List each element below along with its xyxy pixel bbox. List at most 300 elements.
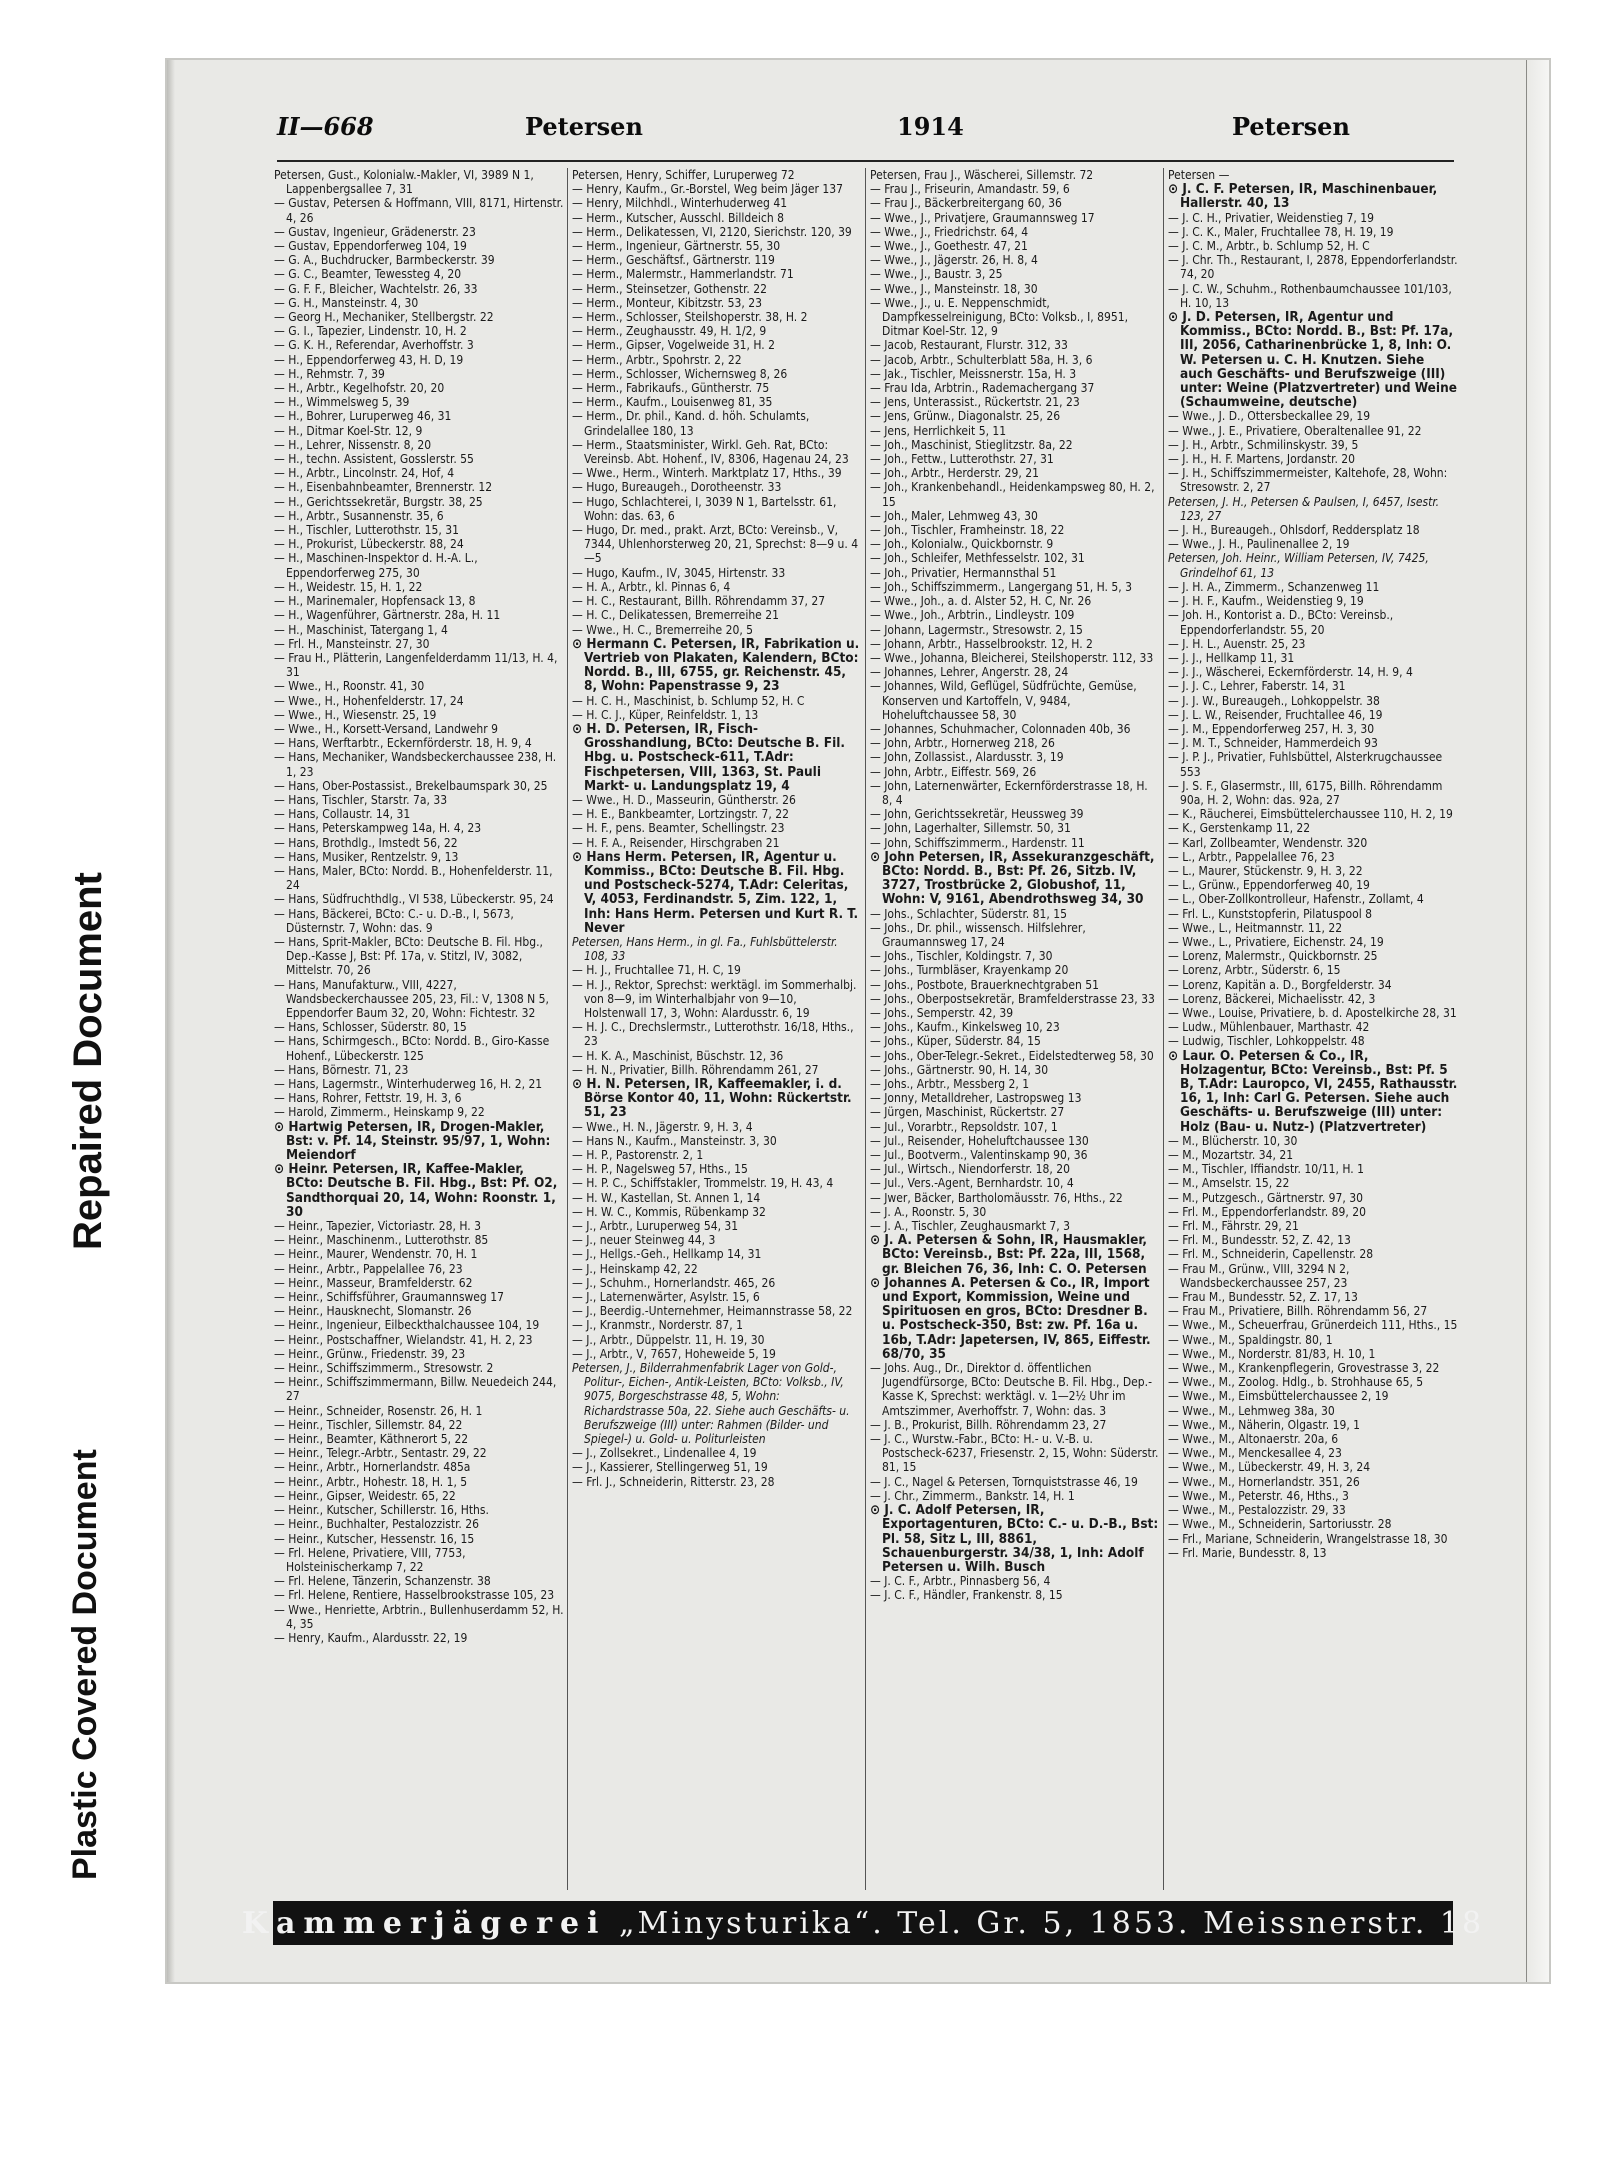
directory-entry: — Jwer, Bäcker, Bartholomäusstr. 76, Hths., 22	[870, 1190, 1123, 1205]
directory-entry: — Hans, Werftarbtr., Eckernförderstr. 18, H. 9, 4	[274, 736, 532, 751]
directory-entry: — Frl., Mariane, Schneiderin, Wrangelstrasse 18, 30	[1168, 1531, 1448, 1546]
directory-entry: — H., Lehrer, Nissenstr. 8, 20	[274, 437, 432, 452]
directory-entry: — Hans, Ober-Postassist., Brekelbaumspark 30, 25	[274, 778, 548, 793]
directory-entry: ⊙ H. N. Petersen, IR, Kaffeemakler, i. d. Börse Kontor 40, 11, Wohn: Rückertstr. 51, 23	[572, 1076, 852, 1121]
directory-entry: — H., Ditmar Koel-Str. 12, 9	[274, 423, 423, 438]
directory-entry: — Heinr., Arbtr., Hornerlandstr. 485a	[274, 1460, 471, 1475]
directory-entry: — Herm., Zeughausstr. 49, H. 1/2, 9	[572, 324, 767, 339]
directory-entry: — J. C. F., Händler, Frankenstr. 8, 15	[870, 1588, 1063, 1603]
directory-entry: — H. F. A., Reisender, Hirschgraben 21	[572, 835, 780, 850]
directory-entry: ⊙ J. D. Petersen, IR, Agentur und Kommiss., BCto: Nordd. B., Bst: Pf. 17a, III, 2056, Catharinenbrücke 1, 8, Inh: O. W. Petersen u. C. H. Knutzen. Siehe auch Geschäfts- und Berufszweige (III) unter: Weine (Platzvertreter) und Weine (Schaumweine, deutsche)	[1168, 309, 1457, 411]
directory-entry: — J., Zollsekret., Lindenallee 4, 19	[572, 1446, 757, 1461]
directory-entry: — H., Marinemaler, Hopfensack 13, 8	[274, 594, 476, 609]
directory-entry: — Herm., Geschäftsf., Gärtnerstr. 119	[572, 253, 775, 268]
directory-entry: — Frl. Marie, Bundesstr. 8, 13	[1168, 1545, 1327, 1560]
directory-entry: — Wwe., Johanna, Bleicherei, Steilshoperstr. 112, 33	[870, 650, 1154, 665]
directory-entry: — Joh., Kolonialw., Quickbornstr. 9	[870, 537, 1054, 552]
directory-entry: ⊙ J. C. Adolf Petersen, IR, Exportagenturen, BCto: C.- u. D.-B., Bst: Pl. 58, Sitz L, III, 8861, Schauenburgerstr. 34/38, 1, Inh: Adolf Petersen u. Wilh. Busch	[870, 1502, 1159, 1575]
directory-entry: — Wwe., M., Scheuerfrau, Grünerdeich 111, Hths., 15	[1168, 1318, 1458, 1333]
directory-entry: — J. C. F., Arbtr., Pinnasberg 56, 4	[870, 1574, 1051, 1589]
directory-entry: — Heinr., Telegr.-Arbtr., Sentastr. 29, 22	[274, 1446, 487, 1461]
directory-entry: — J., Laternenwärter, Asylstr. 15, 6	[572, 1290, 760, 1305]
directory-entry: — J. Chr., Zimmerm., Bankstr. 14, H. 1	[870, 1488, 1075, 1503]
directory-entry: — Frl. Helene, Tänzerin, Schanzenstr. 38	[274, 1574, 491, 1589]
directory-entry: — Hans N., Kaufm., Mansteinstr. 3, 30	[572, 1133, 777, 1148]
directory-entry: — Wwe., Joh., Arbtrin., Lindleystr. 109	[870, 608, 1075, 623]
directory-entry: — Gustav, Ingenieur, Grädenerstr. 23	[274, 224, 476, 239]
directory-entry: — Heinr., Beamter, Käthnerort 5, 22	[274, 1432, 469, 1447]
directory-entry: — Wwe., H. C., Bremerreihe 20, 5	[572, 622, 754, 637]
directory-entry: — J., Kranmstr., Norderstr. 87, 1	[572, 1318, 743, 1333]
directory-entry: — H., Arbtr., Susannenstr. 35, 6	[274, 508, 444, 523]
directory-entry: — Wwe., Louise, Privatiere, b. d. Apostelkirche 28, 31	[1168, 1005, 1457, 1020]
directory-entry: — Frau J., Bäckerbreitergang 60, 36	[870, 196, 1062, 211]
directory-entry: — Johannes, Lehrer, Angerstr. 28, 24	[870, 665, 1069, 680]
directory-entry: — Johs., Semperstr. 42, 39	[870, 1005, 1014, 1020]
directory-entry: — Johs., Postbote, Brauerknechtgraben 51	[870, 977, 1100, 992]
directory-entry: Petersen, Gust., Kolonialw.-Makler, VI, 3989 N 1, Lappenbergsallee 7, 31	[274, 168, 534, 197]
directory-entry: — Frau H., Plätterin, Langenfelderdamm 11/13, H. 4, 31	[274, 650, 558, 680]
directory-entry: — Hugo, Bureaugeh., Dorotheenstr. 33	[572, 480, 782, 495]
directory-entry: — Herm., Malermstr., Hammerlandstr. 71	[572, 267, 794, 282]
directory-entry: — J. H., Schiffszimmermeister, Kaltehofe, 28, Wohn: Stresowstr. 2, 27	[1168, 466, 1448, 495]
directory-entry: — Joh., Tischler, Framheinstr. 18, 22	[870, 523, 1065, 538]
directory-entry: — Jul., Bootverm., Valentinskamp 90, 36	[870, 1148, 1088, 1163]
directory-entry: — Heinr., Schiffszimmerm., Stresowstr. 2	[274, 1361, 494, 1376]
directory-entry: Petersen —	[1168, 168, 1230, 182]
directory-entry: — Joh., Privatier, Hermannsthal 51	[870, 565, 1057, 580]
directory-entry: — J. C. M., Arbtr., b. Schlump 52, H. C	[1168, 239, 1370, 254]
directory-entry: — Georg H., Mechaniker, Stellbergstr. 22	[274, 310, 494, 325]
directory-entry: — H., Wimmelsweg 5, 39	[274, 395, 410, 410]
directory-entry: — Johann, Lagermstr., Stresowstr. 2, 15	[870, 622, 1083, 637]
directory-entry: — Jürgen, Maschinist, Rückertstr. 27	[870, 1105, 1065, 1120]
directory-entry: — Herm., Ingenieur, Gärtnerstr. 55, 30	[572, 239, 781, 254]
directory-entry: — Heinr., Arbtr., Hohestr. 18, H. 1, 5	[274, 1474, 468, 1489]
directory-entry: — Wwe., J. H., Paulinenallee 2, 19	[1168, 537, 1350, 552]
directory-entry: — H. F., pens. Beamter, Schellingstr. 23	[572, 821, 785, 836]
directory-entry: — H. K. A., Maschinist, Büschstr. 12, 36	[572, 1048, 784, 1063]
directory-entry: — Herm., Kaufm., Louisenweg 81, 35	[572, 395, 773, 410]
directory-entry: — Heinr., Schiffszimmermann, Billw. Neuedeich 244, 27	[274, 1375, 557, 1404]
directory-entry: — H. C. H., Maschinist, b. Schlump 52, H. C	[572, 693, 805, 708]
directory-entry: ⊙ Johannes A. Petersen & Co., IR, Import und Export, Kommission, Weine und Spirituosen en gros, BCto: Dresdner B. u. Postscheck-350, Bst: zw. Pf. 16a u. 16b, T.Adr: Japetersen, IV, 865, Eiffestr. 68/70, 35	[870, 1274, 1151, 1362]
directory-entry: — H. J. C., Drechslermstr., Lutterothstr. 16/18, Hths., 23	[572, 1020, 854, 1049]
directory-entry: — Herm., Delikatessen, VI, 2120, Sierichstr. 120, 39	[572, 224, 852, 239]
directory-entry: — Wwe., H., Roonstr. 41, 30	[274, 679, 425, 694]
directory-entry: — H. A., Arbtr., kl. Pinnas 6, 4	[572, 579, 731, 594]
directory-entry: — Johs., Schlachter, Süderstr. 81, 15	[870, 906, 1067, 921]
directory-entry: — J. H. L., Auenstr. 25, 23	[1168, 636, 1306, 651]
directory-entry: — J. J. W., Bureaugeh., Lohkoppelstr. 38	[1168, 693, 1380, 708]
directory-entry: — Wwe., M., Lehmweg 38a, 30	[1168, 1403, 1335, 1418]
directory-column-3	[870, 168, 1160, 1890]
directory-entry: — Wwe., J., Baustr. 3, 25	[870, 267, 1003, 282]
header-rule	[277, 160, 1454, 162]
directory-entry: Petersen, J. H., Petersen & Paulsen, I, 6457, Isestr. 123, 27	[1168, 494, 1440, 523]
directory-entry: — Heinr., Grünw., Friedenstr. 39, 23	[274, 1346, 466, 1361]
directory-entry: Petersen, Frau J., Wäscherei, Sillemstr. 72	[870, 168, 1094, 182]
directory-entry: — J., neuer Steinweg 44, 3	[572, 1233, 716, 1248]
directory-entry: — J. H. F., Kaufm., Weidenstieg 9, 19	[1168, 594, 1364, 609]
directory-entry: — Herm., Schlosser, Steilshoperstr. 38, H. 2	[572, 310, 808, 325]
directory-entry: — Wwe., H., Wiesenstr. 25, 19	[274, 707, 437, 722]
directory-entry: — Wwe., H. D., Masseurin, Güntherstr. 26	[572, 792, 796, 807]
column-divider	[865, 168, 866, 1890]
directory-entry: — Jul., Reisender, Hoheluftchaussee 130	[870, 1133, 1089, 1148]
directory-entry: — Wwe., M., Zoolog. Hdlg., b. Strohhause 65, 5	[1168, 1375, 1424, 1390]
directory-entry: — H., Maschinen-Inspektor d. H.-A. L., Eppendorferweg 275, 30	[274, 551, 478, 580]
directory-entry: — J. C. H., Privatier, Weidenstieg 7, 19	[1168, 210, 1374, 225]
directory-entry: — Wwe., M., Eimsbüttelerchaussee 2, 19	[1168, 1389, 1389, 1404]
directory-entry: — Herm., Schlosser, Wichernsweg 8, 26	[572, 366, 788, 381]
directory-entry: — G. C., Beamter, Tewessteg 4, 20	[274, 267, 462, 282]
directory-entry: — Joh., Schleifer, Methfesselstr. 102, 31	[870, 551, 1085, 566]
directory-entry: — H., Arbtr., Kegelhofstr. 20, 20	[274, 381, 445, 396]
directory-entry: — Gustav, Eppendorferweg 104, 19	[274, 239, 467, 254]
directory-entry: — Jacob, Arbtr., Schulterblatt 58a, H. 3, 6	[870, 352, 1093, 367]
directory-entry: — G. A., Buchdrucker, Barmbeckerstr. 39	[274, 253, 495, 268]
directory-entry: — H. P., Pastorenstr. 2, 1	[572, 1148, 704, 1163]
directory-entry: — Johs. Aug., Dr., Direktor d. öffentlichen Jugendfürsorge, BCto: Deutsche B. Fil. Hbg., Dep.-Kasse K, Sprechst: werktägl. v. 1—2½ Uhr im Amtszimmer, Averhoffstr. 7, Wohn: das. 3	[870, 1361, 1152, 1418]
directory-entry: — Wwe., J., Goethestr. 47, 21	[870, 239, 1028, 254]
directory-entry: — Wwe., M., Peterstr. 46, Hths., 3	[1168, 1488, 1349, 1503]
directory-entry: — Hans, Lagermstr., Winterhuderweg 16, H. 2, 21	[274, 1077, 543, 1091]
directory-entry: — Jak., Tischler, Meissnerstr. 15a, H. 3	[870, 366, 1077, 381]
directory-entry: — Henry, Kaufm., Alardusstr. 22, 19	[274, 1630, 468, 1645]
directory-entry: — Heinr., Maschinenm., Lutterothstr. 85	[274, 1233, 489, 1248]
directory-entry: — L., Ober-Zollkontrolleur, Hafenstr., Zollamt, 4	[1168, 892, 1424, 907]
directory-entry: — Heinr., Gipser, Weidestr. 65, 22	[274, 1488, 456, 1503]
directory-entry: — Hans, Börnestr. 71, 23	[274, 1062, 409, 1077]
directory-entry: ⊙ J. C. F. Petersen, IR, Maschinenbauer, Hallerstr. 40, 13	[1168, 181, 1438, 212]
page-header	[277, 112, 1469, 152]
directory-entry: — Joh., Fettw., Lutterothstr. 27, 31	[870, 452, 1054, 467]
directory-entry: — J., Schuhm., Hornerlandstr. 465, 26	[572, 1275, 776, 1290]
directory-entry: — Joh., Maschinist, Stieglitzstr. 8a, 22	[870, 437, 1073, 452]
directory-entry: — J. L. W., Reisender, Fruchtallee 46, 19	[1168, 707, 1383, 722]
directory-entry: — Wwe., J., Friedrichstr. 64, 4	[870, 224, 1029, 239]
directory-entry: — G. K. H., Referendar, Averhoffstr. 3	[274, 338, 474, 353]
directory-entry: — K., Gerstenkamp 11, 22	[1168, 821, 1311, 836]
directory-entry: — Wwe., M., Hornerlandstr. 351, 26	[1168, 1474, 1360, 1489]
plastic-covered-label: Plastic Covered Document	[66, 1449, 104, 1880]
directory-entry: — Frl. H., Mansteinstr. 27, 30	[274, 636, 430, 651]
directory-entry: ⊙ H. D. Petersen, IR, Fisch-Grosshandlung, BCto: Deutsche B. Fil. Hbg. u. Postscheck-611, T.Adr: Fischpetersen, VIII, 1363, St. Pauli Markt- u. Landungsplatz 19, 4	[572, 720, 845, 794]
directory-entry: — L., Maurer, Stückenstr. 9, H. 3, 22	[1168, 863, 1363, 878]
directory-entry: — Hans, Tischler, Starstr. 7a, 33	[274, 792, 448, 807]
directory-column-2	[572, 168, 862, 1890]
directory-entry: — Hugo, Kaufm., IV, 3045, Hirtenstr. 33	[572, 565, 786, 580]
directory-entry: — H. P., Nagelsweg 57, Hths., 15	[572, 1162, 748, 1177]
directory-entry: — John, Gerichtssekretär, Heussweg 39	[870, 807, 1084, 822]
directory-entry: — Wwe., J. D., Ottersbeckallee 29, 19	[1168, 409, 1371, 424]
directory-entry: — John, Laternenwärter, Eckernförderstrasse 18, H. 8, 4	[870, 778, 1148, 807]
directory-entry: — J., Arbtr., Luruperweg 54, 31	[572, 1219, 739, 1234]
directory-entry: — H., techn. Assistent, Gosslerstr. 55	[274, 452, 474, 467]
directory-entry: — Heinr., Ingenieur, Eilbeckthalchaussee 104, 19	[274, 1318, 540, 1333]
directory-entry: — Joh. H., Kontorist a. D., BCto: Vereinsb., Eppendorferlandstr. 55, 20	[1168, 608, 1394, 637]
directory-entry: — H., Maschinist, Tatergang 1, 4	[274, 622, 448, 637]
directory-column-4	[1168, 168, 1458, 1890]
directory-entry: — M., Blücherstr. 10, 30	[1168, 1133, 1298, 1148]
directory-entry: — J. A., Tischler, Zeughausmarkt 7, 3	[870, 1219, 1071, 1234]
directory-entry: — John, Arbtr., Hornerweg 218, 26	[870, 736, 1055, 751]
directory-entry: — Heinr., Postschaffner, Wielandstr. 41, H. 2, 23	[274, 1332, 533, 1347]
directory-entry: — H. E., Bankbeamter, Lortzingstr. 7, 22	[572, 807, 789, 822]
directory-entry: — L., Arbtr., Pappelallee 76, 23	[1168, 849, 1335, 864]
directory-entry: — Wwe., L., Privatiere, Eichenstr. 24, 19	[1168, 934, 1384, 949]
directory-entry: — Frau M., Privatiere, Billh. Röhrendamm 56, 27	[1168, 1304, 1428, 1319]
directory-entry: Petersen, J., Bilderrahmenfabrik Lager von Gold-, Politur-, Eichen-, Antik-Leisten, BCto: Volksb., IV, 9075, Borgeschstrasse 48, 5, Wohn: Richardstrasse 50a, 22. Siehe auch Geschäfts- u. Berufszweige (III) unter: Rahmen (Bilder- und Spiegel-) u. Gold- u. Politurleisten	[572, 1361, 850, 1447]
directory-entry: — Jens, Grünw., Diagonalstr. 25, 26	[870, 409, 1061, 424]
directory-entry: — Lorenz, Bäckerei, Michaelisstr. 42, 3	[1168, 991, 1376, 1006]
directory-entry: — J., Arbtr., V, 7657, Hoheweide 5, 19	[572, 1346, 776, 1361]
directory-entry: — H. N., Privatier, Billh. Röhrendamm 261, 27	[572, 1062, 819, 1077]
directory-entry: — Heinr., Schiffsführer, Graumannsweg 17	[274, 1290, 504, 1305]
directory-entry: — Heinr., Tischler, Sillemstr. 84, 22	[274, 1417, 463, 1432]
directory-entry: — H. C., Delikatessen, Bremerreihe 21	[572, 608, 779, 623]
directory-entry: — Hans, Rohrer, Fettstr. 19, H. 3, 6	[274, 1091, 462, 1106]
directory-entry: ⊙ Hartwig Petersen, IR, Drogen-Makler, Bst: v. Pf. 14, Steinstr. 95/97, 1, Wohn: Meiendorf	[274, 1118, 551, 1164]
directory-entry: — H. W. C., Kommis, Rübenkamp 32	[572, 1204, 766, 1219]
directory-entry: — Frl. M., Schneiderin, Capellenstr. 28	[1168, 1247, 1374, 1262]
directory-entry: — Wwe., M., Norderstr. 81/83, H. 10, 1	[1168, 1346, 1376, 1361]
directory-entry: ⊙ Hans Herm. Petersen, IR, Agentur u. Kommiss., BCto: Deutsche B. Fil. Hbg. und Postscheck-5274, T.Adr: Celeritas, V, 4053, Ferdinandstr. 5, Zim. 122, 1, Inh: Hans Herm. Petersen und Kurt R. T. Never	[572, 848, 859, 936]
header-year: 1914	[897, 112, 964, 141]
directory-entry: — Wwe., J., u. E. Neppenschmidt, Dampfkesselreinigung, BCto: Volksb., I, 8951, Ditmar Koel-Str. 12, 9	[870, 295, 1129, 339]
directory-entry: — Johs., Oberpostsekretär, Bramfelderstrasse 23, 33	[870, 991, 1155, 1006]
directory-entry: — Jacob, Restaurant, Flurstr. 312, 33	[870, 338, 1068, 353]
directory-entry: — M., Mozartstr. 34, 21	[1168, 1148, 1294, 1163]
directory-entry: — Hugo, Dr. med., prakt. Arzt, BCto: Vereinsb., V, 7344, Uhlenhorsterweg 20, 21, Sprechst: 8—9 u. 4—5	[572, 523, 859, 566]
directory-entry: — G. H., Mansteinstr. 4, 30	[274, 295, 419, 310]
directory-entry: — Wwe., J., Privatjere, Graumannsweg 17	[870, 210, 1095, 225]
column-divider	[567, 168, 568, 1890]
directory-entry: — J. J. C., Lehrer, Faberstr. 14, 31	[1168, 679, 1346, 694]
directory-entry: — Wwe., M., Lübeckerstr. 49, H. 3, 24	[1168, 1460, 1371, 1475]
directory-entry: — H. J., Fruchtallee 71, H. C, 19	[572, 963, 741, 978]
directory-entry: — Lorenz, Kapitän a. D., Borgfelderstr. 34	[1168, 977, 1392, 992]
directory-entry: — H. C., Restaurant, Billh. Röhrendamm 37, 27	[572, 594, 826, 609]
directory-entry: — Joh., Arbtr., Herderstr. 29, 21	[870, 466, 1039, 481]
directory-columns	[274, 168, 1458, 1890]
directory-entry: — Frl. M., Fährstr. 29, 21	[1168, 1219, 1299, 1234]
directory-entry: — J. C. W., Schuhm., Rothenbaumchaussee 101/103, H. 10, 13	[1168, 281, 1452, 310]
directory-entry: — Jonny, Metalldreher, Lastropsweg 13	[870, 1091, 1082, 1106]
directory-entry: — M., Putzgesch., Gärtnerstr. 97, 30	[1168, 1190, 1363, 1205]
directory-entry: — J. C., Wurstw.-Fabr., BCto: H.- u. V.-B. u. Postscheck-6237, Friesenstr. 2, 15, Wohn: Süderstr. 81, 15	[870, 1432, 1159, 1475]
directory-entry: — Wwe., J. E., Privatiere, Oberaltenallee 91, 22	[1168, 423, 1422, 438]
directory-entry: — John, Lagerhalter, Sillemstr. 50, 31	[870, 821, 1071, 836]
directory-entry: — Wwe., M., Pestalozzistr. 29, 33	[1168, 1503, 1346, 1518]
directory-entry: — Heinr., Kutscher, Hessenstr. 16, 15	[274, 1531, 475, 1546]
directory-entry: — Johannes, Schuhmacher, Colonnaden 40b, 36	[870, 721, 1131, 736]
directory-entry: — Wwe., H., Hohenfelderstr. 17, 24	[274, 693, 464, 708]
directory-entry: — Hans, Manufakturw., VIII, 4227, Wandsbeckerchaussee 205, 23, Fil.: V, 1308 N 5, Eppendorfer Baum 32, 20, Wohn: Fichtestr. 32	[274, 977, 549, 1020]
directory-entry: — H., Arbtr., Lincolnstr. 24, Hof, 4	[274, 466, 455, 481]
directory-entry: ⊙ J. A. Petersen & Sohn, IR, Hausmakler, BCto: Vereinsb., Bst: Pf. 22a, III, 1568, gr. Bleichen 76, 36, Inh: C. O. Petersen	[870, 1232, 1147, 1277]
directory-entry: ⊙ Laur. O. Petersen & Co., IR, Holzagentur, BCto: Vereinsb., Bst: Pf. 5 B, T.Adr: Lauropco, VI, 2455, Rathausstr. 16, 1, Inh: Carl G. Petersen. Siehe auch Geschäfts- u. Berufszweige (III) unter: Holz (Bau- u. Nutz-) (Platzvertreter)	[1168, 1047, 1458, 1135]
directory-entry: — J., Arbtr., Düppelstr. 11, H. 19, 30	[572, 1332, 765, 1347]
directory-entry: — J. Chr. Th., Restaurant, I, 2878, Eppendorferlandstr. 74, 20	[1168, 253, 1458, 282]
directory-entry: Petersen, Joh. Heinr., William Petersen, IV, 7425, Grindelhof 61, 13	[1168, 551, 1429, 580]
directory-entry: ⊙ Heinr. Petersen, IR, Kaffee-Makler, BCto: Deutsche B. Fil. Hbg., Bst: Pf. O2, Sandthorquai 20, 14, Wohn: Roonstr. 1, 30	[274, 1161, 558, 1220]
directory-entry: — Wwe., H. N., Jägerstr. 9, H. 3, 4	[572, 1119, 753, 1134]
directory-entry: — H., Eppendorferweg 43, H. D, 19	[274, 352, 464, 367]
directory-entry: — Johs., Tischler, Koldingstr. 7, 30	[870, 949, 1053, 964]
directory-entry: — J. P. J., Privatier, Fuhlsbüttel, Alsterkrugchaussee 553	[1168, 750, 1443, 779]
directory-entry: — Jul., Vers.-Agent, Bernhardstr. 10, 4	[870, 1176, 1074, 1191]
directory-entry: — L., Grünw., Eppendorferweg 40, 19	[1168, 878, 1370, 893]
directory-entry: — J., Hellgs.-Geh., Hellkamp 14, 31	[572, 1247, 762, 1262]
directory-entry: — J. C., Nagel & Petersen, Tornquiststrasse 46, 19	[870, 1474, 1138, 1489]
ad-company-name: Kammerjägerei	[241, 1905, 607, 1941]
directory-entry: — Frl. L., Kunststopferin, Pilatuspool 8	[1168, 906, 1372, 921]
directory-entry: — Wwe., H., Korsett-Versand, Landwehr 9	[274, 721, 498, 736]
directory-entry: — Wwe., Herm., Winterh. Marktplatz 17, Hths., 39	[572, 466, 842, 481]
directory-entry: — H., Bohrer, Luruperweg 46, 31	[274, 409, 452, 424]
directory-entry: — H., Gerichtssekretär, Burgstr. 38, 25	[274, 494, 483, 509]
directory-entry: — Wwe., J., Mansteinstr. 18, 30	[870, 281, 1038, 296]
directory-entry: — Frl. M., Bundesstr. 52, Z. 42, 13	[1168, 1233, 1351, 1248]
directory-entry: — Heinr., Maurer, Wendenstr. 70, H. 1	[274, 1247, 478, 1262]
directory-entry: — Hans, Sprit-Makler, BCto: Deutsche B. Fil. Hbg., Dep.-Kasse J, Bst: Pf. 17a, v. Stitzl, IV, 3082, Mittelstr. 70, 26	[274, 934, 543, 978]
directory-entry: — J., Heinskamp 42, 22	[572, 1261, 698, 1276]
directory-entry: — Joh., Krankenbehandl., Heidenkampsweg 80, H. 2, 15	[870, 480, 1155, 509]
directory-entry: — Herm., Dr. phil., Kand. d. höh. Schulamts, Grindelallee 180, 13	[572, 409, 810, 438]
directory-entry: — Wwe., Henriette, Arbtrin., Bullenhuserdamm 52, H. 4, 35	[274, 1602, 564, 1631]
directory-entry: — John, Arbtr., Eiffestr. 569, 26	[870, 764, 1037, 779]
ad-details: „Minysturika“. Tel. Gr. 5, 1853. Meissnerstr. 18	[619, 1905, 1485, 1941]
directory-entry: — J. C. K., Maler, Fruchtallee 78, H. 19, 19	[1168, 224, 1394, 239]
header-left-name: Petersen	[525, 112, 643, 141]
directory-entry: — J. M. T., Schneider, Hammerdeich 93	[1168, 736, 1378, 751]
directory-entry: — Johs., Dr. phil., wissensch. Hilfslehrer, Graumannsweg 17, 24	[870, 920, 1086, 949]
header-right-name: Petersen	[1232, 112, 1350, 141]
directory-entry: — J., Kassierer, Stellingerweg 51, 19	[572, 1460, 768, 1475]
directory-entry: — Frau M., Bundesstr. 52, Z. 17, 13	[1168, 1290, 1358, 1305]
directory-entry: — Herm., Steinsetzer, Gothenstr. 22	[572, 281, 768, 296]
directory-entry: — Hugo, Schlachterei, I, 3039 N 1, Bartelsstr. 61, Wohn: das. 63, 6	[572, 494, 837, 523]
directory-entry: — Joh., Schiffszimmerm., Langergang 51, H. 5, 3	[870, 579, 1132, 594]
directory-entry: — Heinr., Schneider, Rosenstr. 26, H. 1	[274, 1403, 483, 1418]
directory-entry: — Wwe., M., Spaldingstr. 80, 1	[1168, 1332, 1333, 1347]
directory-entry: — Wwe., J., Jägerstr. 26, H. 8, 4	[870, 253, 1038, 268]
directory-column-1	[274, 168, 564, 1890]
directory-entry: — Henry, Milchhdl., Winterhuderweg 41	[572, 196, 788, 211]
directory-entry: — Frl. Helene, Privatiere, VIII, 7753, Holsteinischerkamp 7, 22	[274, 1545, 466, 1574]
directory-entry: — Herm., Kutscher, Ausschl. Billdeich 8	[572, 210, 785, 225]
directory-entry: — J. H., Bureaugeh., Ohlsdorf, Reddersplatz 18	[1168, 523, 1420, 538]
directory-entry: — K., Räucherei, Eimsbüttelerchaussee 110, H. 2, 19	[1168, 807, 1453, 822]
directory-entry: — J. H., Arbtr., Schmilinskystr. 39, 5	[1168, 437, 1359, 452]
directory-entry: — Joh., Maler, Lehmweg 43, 30	[870, 508, 1038, 523]
directory-entry: — Wwe., M., Schneiderin, Sartoriusstr. 28	[1168, 1517, 1392, 1532]
directory-entry: — Wwe., M., Altonaerstr. 20a, 6	[1168, 1432, 1339, 1447]
directory-entry: — Hans, Maler, BCto: Nordd. B., Hohenfelderstr. 11, 24	[274, 863, 553, 893]
directory-entry: — Herm., Monteur, Kibitzstr. 53, 23	[572, 295, 762, 310]
directory-entry: Petersen, Henry, Schiffer, Luruperweg 72	[572, 168, 795, 182]
directory-entry: — Johannes, Wild, Geflügel, Südfrüchte, Gemüse, Konserven und Kartoffeln, V, 9484, Hoheluftchaussee 58, 30	[870, 679, 1137, 722]
directory-entry: — H., Prokurist, Lübeckerstr. 88, 24	[274, 537, 464, 552]
directory-entry: — H., Weidestr. 15, H. 1, 22	[274, 579, 423, 594]
directory-entry: — John, Zollassist., Alardusstr. 3, 19	[870, 750, 1064, 765]
directory-entry: — Ludwig, Tischler, Lohkoppelstr. 48	[1168, 1034, 1365, 1049]
directory-entry: ⊙ John Petersen, IR, Assekuranzgeschäft, BCto: Nordd. B., Bst: Pf. 26, Sitzb. IV, 3727, Trostbrücke 2, Globushof, 11, Wohn: V, 9161, Abendrothsweg 34, 30	[870, 848, 1155, 908]
directory-entry: — J. M., Eppendorferweg 257, H. 3, 30	[1168, 721, 1375, 736]
directory-entry: — Hans, Musiker, Rentzelstr. 9, 13	[274, 849, 459, 864]
directory-entry: — Jens, Unterassist., Rückertstr. 21, 23	[870, 395, 1080, 410]
directory-entry: — H., Tischler, Lutterothstr. 15, 31	[274, 523, 459, 538]
directory-entry: — Hans, Brothdlg., Imstedt 56, 22	[274, 835, 458, 850]
directory-entry: — Herm., Staatsminister, Wirkl. Geh. Rat, BCto: Vereinsb. Abt. Hohenf., IV, 8306, Hagenau 24, 23	[572, 437, 849, 467]
advertisement-banner	[241, 1901, 1485, 1945]
directory-entry: — Wwe., L., Heitmannstr. 11, 22	[1168, 920, 1343, 935]
directory-entry: — Wwe., M., Krankenpflegerin, Grovestrasse 3, 22	[1168, 1361, 1440, 1376]
directory-entry: — J. J., Hellkamp 11, 31	[1168, 650, 1295, 665]
directory-entry: — Frau J., Friseurin, Amandastr. 59, 6	[870, 182, 1070, 197]
directory-entry: — G. I., Tapezier, Lindenstr. 10, H. 2	[274, 324, 467, 339]
directory-entry: — Hans, Schirmgesch., BCto: Nordd. B., Giro-Kasse Hohenf., Lübeckerstr. 125	[274, 1034, 550, 1063]
directory-entry: — H. J., Rektor, Sprechst: werktägl. im Sommerhalbj. von 8—9, im Winterhalbjahr von 9—10, Holstenwall 17, 3, Wohn: Alardusstr. 6, 19	[572, 977, 857, 1020]
directory-entry: ⊙ Hermann C. Petersen, IR, Fabrikation u. Vertrieb von Plakaten, Kalendern, BCto: Nordd. B., III, 6755, gr. Reichenstr. 45, 8, Wohn: Papenstrasse 9, 23	[572, 635, 860, 695]
directory-entry: — Herm., Arbtr., Spohrstr. 2, 22	[572, 352, 742, 367]
directory-entry: — Heinr., Hausknecht, Slomanstr. 26	[274, 1304, 472, 1319]
directory-entry: — H., Eisenbahnbeamter, Brennerstr. 12	[274, 480, 493, 495]
directory-entry: — Hans, Schlosser, Süderstr. 80, 15	[274, 1020, 467, 1035]
page-edge	[1526, 60, 1549, 1982]
directory-entry: — Heinr., Arbtr., Pappelallee 76, 23	[274, 1261, 463, 1276]
directory-entry: — Johs., Arbtr., Messberg 2, 1	[870, 1077, 1030, 1091]
directory-entry: — Frl. M., Eppendorferlandstr. 89, 20	[1168, 1204, 1366, 1219]
directory-entry: — Frau Ida, Arbtrin., Rademachergang 37	[870, 381, 1095, 396]
directory-entry: — J. B., Prokurist, Billh. Röhrendamm 23, 27	[870, 1417, 1107, 1432]
directory-entry: — Heinr., Buchhalter, Pestalozzistr. 26	[274, 1517, 480, 1532]
directory-entry: — J. H., H. F. Martens, Jordanstr. 20	[1168, 452, 1356, 467]
directory-entry: — Johs., Küper, Süderstr. 84, 15	[870, 1034, 1041, 1049]
directory-entry: — Hans, Mechaniker, Wandsbeckerchaussee 238, H. 1, 23	[274, 750, 557, 779]
directory-entry: — Herm., Fabrikaufs., Güntherstr. 75	[572, 381, 770, 396]
directory-entry: — Hans, Südfruchthdlg., VI 538, Lübeckerstr. 95, 24	[274, 892, 554, 907]
directory-entry: — Heinr., Masseur, Bramfelderstr. 62	[274, 1275, 473, 1290]
column-divider	[1163, 168, 1164, 1890]
directory-entry: — John, Schiffszimmerm., Hardenstr. 11	[870, 835, 1085, 850]
directory-entry: — Hans, Peterskampweg 14a, H. 4, 23	[274, 821, 482, 836]
directory-entry: — Jens, Herrlichkeit 5, 11	[870, 423, 1007, 438]
directory-entry: — Wwe., Joh., a. d. Alster 52, H. C, Nr. 26	[870, 594, 1092, 609]
directory-entry: — Johann, Arbtr., Hasselbrookstr. 12, H. 2	[870, 636, 1093, 651]
directory-entry: — H. C. J., Küper, Reinfeldstr. 1, 13	[572, 707, 759, 722]
directory-entry: Petersen, Hans Herm., in gl. Fa., Fuhlsbüttelerstr. 108, 33	[572, 934, 838, 964]
directory-entry: — Johs., Ober-Telegr.-Sekret., Eidelstedterweg 58, 30	[870, 1048, 1154, 1063]
repaired-document-label: Repaired Document	[66, 872, 110, 1250]
page-number: II—668	[277, 112, 374, 141]
directory-entry: — Wwe., M., Menckesallee 4, 23	[1168, 1446, 1342, 1461]
directory-entry: — G. F. F., Bleicher, Wachtelstr. 26, 33	[274, 281, 478, 296]
directory-entry: — H., Rehmstr. 7, 39	[274, 366, 385, 381]
directory-entry: — Jul., Vorarbtr., Repsoldstr. 107, 1	[870, 1119, 1058, 1134]
directory-entry: — Hans, Collaustr. 14, 31	[274, 807, 411, 822]
directory-entry: — Johs., Kaufm., Kinkelsweg 10, 23	[870, 1020, 1060, 1035]
directory-entry: — Ludw., Mühlenbauer, Marthastr. 42	[1168, 1020, 1370, 1035]
directory-entry: — Frl. Helene, Rentiere, Hasselbrookstrasse 105, 23	[274, 1588, 555, 1603]
directory-entry: — Frl. J., Schneiderin, Ritterstr. 23, 28	[572, 1474, 775, 1489]
directory-entry: — Heinr., Kutscher, Schillerstr. 16, Hths.	[274, 1503, 489, 1518]
directory-entry: — Lorenz, Arbtr., Süderstr. 6, 15	[1168, 963, 1341, 978]
directory-entry: — M., Amselstr. 15, 22	[1168, 1176, 1290, 1191]
directory-entry: — J., Beerdig.-Unternehmer, Heimannstrasse 58, 22	[572, 1304, 853, 1319]
